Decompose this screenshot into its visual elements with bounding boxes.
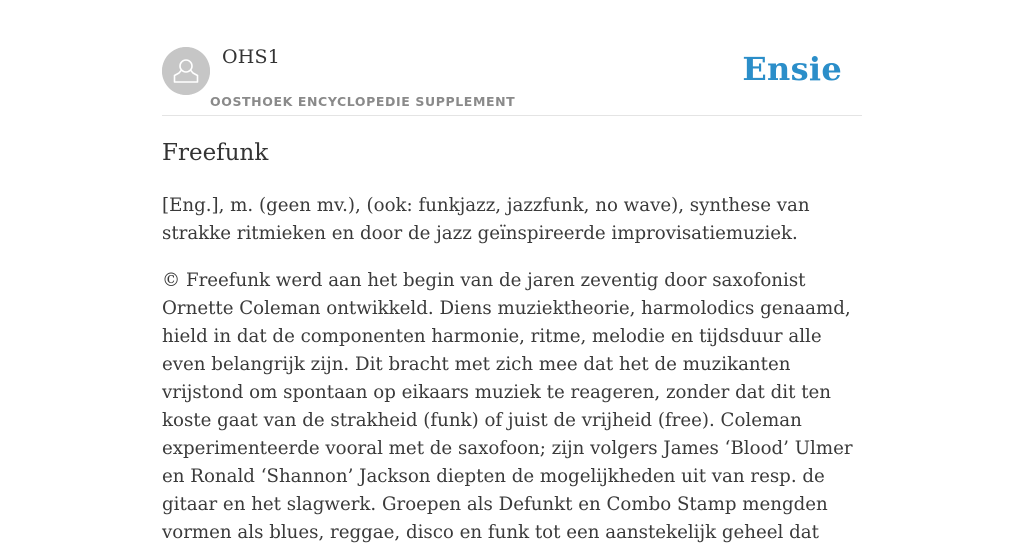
article-title: Freefunk xyxy=(162,140,269,166)
source-header xyxy=(162,0,862,116)
page-container xyxy=(162,0,862,543)
article-paragraph: [Eng.], m. (geen mv.), (ook: funkjazz, jazzfunk, no wave), synthese van strakke ritmieken en door de jazz geïnspireerde improvisatiemuziek. xyxy=(162,195,810,244)
article-paragraph: © Freefunk werd aan het begin van de jaren zeventig door saxofonist Ornette Coleman ontwikkeld. Diens muziektheorie, harmolodics genaamd, hield in dat de componenten harmonie, ritme, melodie en tijdsduur alle even belangrijk zijn. Dit bracht met zich mee dat het de muzikanten vrijstond om spontaan op eikaars muziek te reageren, zonder dat dit ten koste gaat van de strakheid (funk) of juist de vrijheid (free). Coleman experimenteerde vooral met de saxofoon; zijn volgers James ‘Blood’ Ulmer en Ronald ‘Shannon’ Jackson diepten de mogelijkheden uit van resp. de gitaar en het slagwerk. Groepen als Defunkt en Combo Stamp mengden vormen als blues, reggae, disco en funk tot een aanstekelijk geheel dat xyxy=(162,270,853,543)
brand-logo-link[interactable]: Ensie xyxy=(742,50,842,88)
source-name: OOSTHOEK ENCYCLOPEDIE SUPPLEMENT xyxy=(210,94,516,109)
source-code-link[interactable]: OHS1 xyxy=(222,46,281,68)
user-icon xyxy=(162,47,210,95)
source-avatar[interactable] xyxy=(162,47,210,95)
